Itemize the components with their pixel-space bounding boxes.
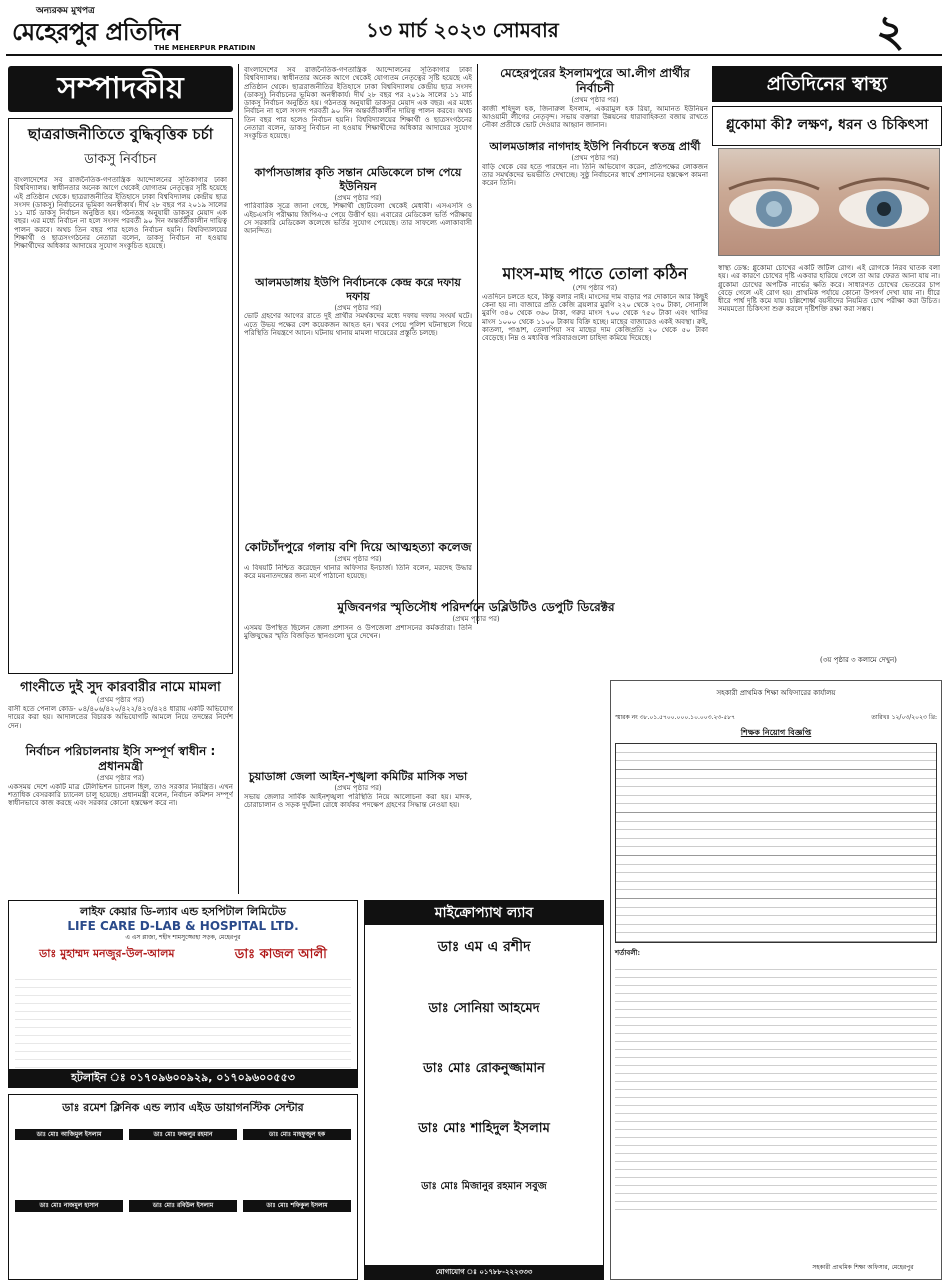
lifecare-services [15, 972, 351, 1072]
article-awami [482, 66, 708, 147]
article-body: এসময় উপস্থিত ছিলেন জেলা প্রশাসন ও উপজেলা প্রশাসনের কর্মকর্তারা। তিনি মুক্তিযুদ্ধের স্মৃতি বিজড়িত স্থানগুলো ঘুরে দেখেন। [244, 623, 472, 641]
lifecare-name-en: LIFE CARE D-LAB & HOSPITAL LTD. [67, 918, 299, 933]
article-subhead: (প্রথম পৃষ্ঠার পর) [96, 774, 145, 782]
notice-memo: স্মারক নং ৩৮.০১.৫৭০০.০০০.১০.০০৩.২৩-৫৮৭ [615, 713, 736, 721]
column-divider [477, 64, 478, 624]
article-independent [482, 140, 708, 253]
article-title: কোটচাঁদপুরে গলায় বশি দিয়ে আত্মহত্যা কলেজ [244, 540, 472, 554]
article-title: মেহেরপুরের ইসলামপুরে আ.লীগ প্রার্থীর নির্বাচনী [500, 66, 690, 95]
micropath-doctor: ডাঃ মোঃ শাহিদুল ইসলাম [418, 1121, 550, 1136]
article-kotchandpur [244, 540, 472, 604]
article-body: এ বিষয়টি নিশ্চিত করেছেন থানার অফিসার ইনচার্জ। তিনি বলেন, মরদেহ উদ্ধার করে ময়নাতদন্তের জন্য মর্গে পাঠানো হয়েছে। [244, 563, 472, 581]
article-title: চুয়াডাঙ্গা জেলা আইন-শৃঙ্খলা কমিটির মাসিক সভা [248, 770, 468, 783]
ramesh-ad [8, 1094, 358, 1280]
issue-date: ১৩ মার্চ ২০২৩ সোমবার [366, 18, 559, 42]
article-title: আলমডাঙ্গায় ইউপি নির্বাচনকে কেন্দ্র করে দফায় দফায় [255, 276, 461, 303]
micropath-ad [364, 900, 604, 1280]
masthead [6, 4, 942, 56]
article-body: পারিবারিক সূত্রে জানা গেছে, শিক্ষার্থী ছোটবেলা থেকেই মেধাবী। এসএসসি ও এইচএসসি পরীক্ষায় জিপিএ-৫ পেয়ে উত্তীর্ণ হয়। এবারের মেডিকেল ভর্তি পরীক্ষায় সে সরকারি মেডিকেল কলেজে ভর্তির সুযোগ পেয়েছে। তার সাফল্যে এলাকাবাসী আনন্দিত। [244, 202, 472, 236]
health-banner: প্রতিদিনের স্বাস্থ্য [712, 66, 942, 102]
brand-name-en: THE MEHERPUR PRATIDIN [154, 44, 256, 52]
notice-terms [615, 962, 937, 1212]
health-body: স্বাস্থ্য ডেস্ক: গ্লুকোমা চোখের একটি জটিল রোগ। এই রোগকে নিরব ঘাতক বলা হয়। এর কারণে চোখের দৃষ্টি একবার হারিয়ে গেলে তা আর ফেরত আনা যায় না। গ্লুকোমা চোখের অপটিক নার্ভের ক্ষতি করে। সাধারণত চোখের ভেতরের চাপ বেড়ে গেলে এই রোগ হয়। প্রাথমিক পর্যায়ে কোনো উপসর্গ দেখা যায় না। ধীরে ধীরে পার্শ্ব দৃষ্টি কমে যায়। চল্লিশোর্ধ্ব বয়সীদের নিয়মিত চোখ পরীক্ষা করা উচিত। সময়মতো চিকিৎসা শুরু করলে দৃষ্টিশক্তি রক্ষা করা সম্ভব। [718, 264, 940, 314]
article-subhead: (প্রথম পৃষ্ঠার পর) [452, 615, 500, 623]
micropath-title: মাইক্রোপ্যাথ ল্যাব [365, 901, 603, 925]
brand-name: মেহেরপুর প্রতিদিন [12, 18, 180, 46]
article-subhead: (শেষ পৃষ্ঠার পর) [572, 284, 618, 292]
ramesh-title: ডাঃ রমেশ ক্লিনিক এন্ড ল্যাব এইড ডায়াগনস্টিক সেন্টার [62, 1101, 304, 1114]
micropath-doctor: ডাঃ মোঃ রোকনুজ্জামান [423, 1060, 545, 1076]
lifecare-doctor: ডাঃ মুহাম্মদ মনজুর-উল-আলম [39, 947, 175, 961]
ramesh-doctor: ডাঃ মোঃ মাহফুজুল হক [243, 1129, 351, 1141]
editorial-banner: সম্পাদকীয় [8, 66, 233, 112]
eye-photo [718, 148, 940, 256]
article-subhead: (প্রথম পৃষ্ঠার পর) [571, 96, 619, 104]
article-subhead: (প্রথম পৃষ্ঠার পর) [334, 555, 382, 563]
column-divider [238, 64, 239, 894]
health-title: গ্লুকোমা কী? লক্ষণ, ধরন ও চিকিৎসা [725, 117, 929, 133]
article-body: সভায় জেলার সার্বিক আইনশৃঙ্খলা পরিস্থিতি নিয়ে আলোচনা করা হয়। মাদক, চোরাচালান ও সড়ক দুর্ঘটনা রোধে কার্যকর পদক্ষেপ গ্রহণের সিদ্ধান্ত নেওয়া হয়। [244, 792, 472, 809]
lifecare-doctor: ডাঃ কাজল আলী [234, 947, 327, 963]
notice-table [615, 743, 937, 943]
micropath-doctor: ডাঃ মোঃ মিজানুর রহমান সবুজ [421, 1181, 547, 1193]
editorial-body: বাংলাদেশের সব রাজনৈতিক-গণতান্ত্রিক আন্দোলনের সূতিকাগার ঢাকা বিশ্ববিদ্যালয়। স্বাধীনতার অনেক আগে থেকেই যোগ্যতম নেতৃত্বের সৃষ্টি হয়েছে এই প্রতিষ্ঠান থেকে। ছাত্ররাজনীতির ইতিহাসে ঢাকা বিশ্ববিদ্যালয় কেন্দ্রীয় ছাত্র সংসদ (ডাকসু) নির্বাচনের ভূমিকা অনস্বীকার্য। দীর্ঘ ২৮ বছর পর ২০১৯ সালের ১১ মার্চ ডাকসু নির্বাচন অনুষ্ঠিত হয়। গঠনতন্ত্র অনুযায়ী ডাকসুর মেয়াদ এক বছর। এর মধ্যে নির্বাচন না হলে সংসদ পরবর্তী ৯০ দিন অন্তর্বর্তীকালীন দায়িত্ব পালন করবে। অথচ তিন বছর পার হলেও নির্বাচন হয়নি। বিশ্ববিদ্যালয়ের শিক্ষার্থী ও ছাত্রসংগঠনের নেতারা বলেন, ডাকসু নির্বাচন না হওয়ায় শিক্ষার্থীদের অধিকার আদায়ের সুযোগ সংকুচিত হয়েছে। [14, 176, 227, 251]
article-medical [244, 166, 472, 292]
article-title: মুজিবনগর স্মৃতিসৌধ পরিদর্শনে ডব্লিউটিও ডেপুটি ডিরেক্টর [337, 600, 615, 614]
article-body: এতদিনে চলতে হবে, কিন্তু বলার নাই। মাংসের দাম বাড়ার পর দোকানে আর কিছুই কেনা হয় না। বাজারে প্রতি কেজি ব্রয়লার মুরগি ২২০ থেকে ২৩০ টাকা, সোনালি মুরগি ৩৪০ থেকে ৩৬০ টাকা, গরুর মাংস ৭০০ থেকে ৭৫০ টাকা এবং খাসির মাংস ১০০০ থেকে ১১০০ টাকায় বিক্রি হচ্ছে। মাছের বাজারেও একই অবস্থা। রুই, কাতলা, পাঙাশ, তেলাপিয়া সব মাছের দাম কেজিপ্রতি ২০ থেকে ৫০ টাকা বেড়েছে। নিম্ন ও মধ্যবিত্ত পরিবারগুলো চাহিদা কমিয়ে দিয়েছে। [482, 292, 708, 343]
editorial-subtitle: ডাকসু নির্বাচন [84, 151, 157, 167]
notice-signer: সহকারী প্রাথমিক শিক্ষা অফিসার, মেহেরপুর [812, 1263, 914, 1271]
lifecare-address: এ এস প্লাজা, শহীদ শামসুজ্জোহা সড়ক, মেহেরপুর [125, 933, 241, 941]
eye-illustration [719, 149, 940, 256]
teacher-recruitment-notice [610, 680, 942, 1280]
ramesh-doctor: ডাঃ মোঃ ফজলুর রহমান [129, 1129, 237, 1141]
editorial-title: ছাত্ররাজনীতিতে বুদ্ধিবৃত্তিক চর্চা [27, 125, 214, 143]
article-subhead: (প্রথম পৃষ্ঠার পর) [334, 303, 382, 312]
article-subhead: (প্রথম পৃষ্ঠার পর) [571, 153, 619, 162]
ramesh-doctor: ডাঃ মোঃ শফিকুল ইসলাম [243, 1200, 351, 1212]
micropath-contact: যোগাযোগ ঃ ০১৭৮৮-২২২৩৩৩ [365, 1265, 603, 1279]
notice-title: শিক্ষক নিয়োগ বিজ্ঞপ্তি [740, 727, 812, 738]
article-alamdanga [244, 276, 472, 492]
article-meat-fish [482, 264, 708, 623]
lifecare-name: লাইফ কেয়ার ডি-ল্যাব এন্ড হসপিটাল লিমিটেড [80, 905, 286, 918]
editorial-box [8, 118, 233, 674]
article-interest [8, 680, 233, 733]
article-title: নির্বাচন পরিচালনায় ইসি সম্পূর্ণ স্বাধীন : প্রধানমন্ত্রী [25, 744, 216, 773]
health-continued: (৩য় পৃষ্ঠার ৩ কলামে দেখুন) [820, 656, 897, 664]
lifecare-ad [8, 900, 358, 1088]
lifecare-hotline: হটলাইন ঃ ০১৭০৯৬০০৯২৯, ০১৭০৯৬০০৫৫৩ [9, 1069, 357, 1087]
article-body: ভোট গ্রহণের আগের রাতে দুই প্রার্থীর সমর্থকদের মধ্যে দফায় দফায় সংঘর্ষ ঘটে। এতে উভয় পক্ষের বেশ কয়েকজন আহত হন। খবর পেয়ে পুলিশ ঘটনাস্থলে গিয়ে পরিস্থিতি নিয়ন্ত্রণে আনে। ঘটনায় থানায় মামলা দায়েরের প্রস্তুতি চলছে। [244, 312, 472, 337]
brand-tagline: অন্যরকম মুখপত্র [36, 6, 95, 16]
editorial-continued: বাংলাদেশের সব রাজনৈতিক-গণতান্ত্রিক আন্দোলনের সূতিকাগার ঢাকা বিশ্ববিদ্যালয়। স্বাধীনতার অনেক আগে থেকেই যোগ্যতম নেতৃত্বের সৃষ্টি হয়েছে এই প্রতিষ্ঠান থেকে। ছাত্ররাজনীতির ইতিহাসে ঢাকা বিশ্ববিদ্যালয় কেন্দ্রীয় ছাত্র সংসদ (ডাকসু) নির্বাচনের ভূমিকা অনস্বীকার্য। দীর্ঘ ২৮ বছর পর ২০১৯ সালের ১১ মার্চ ডাকসু নির্বাচন অনুষ্ঠিত হয়। গঠনতন্ত্র অনুযায়ী ডাকসুর মেয়াদ এক বছর। এর মধ্যে নির্বাচন না হলে সংসদ পরবর্তী ৯০ দিন অন্তর্বর্তীকালীন দায়িত্ব পালন করবে। অথচ তিন বছর পার হলেও নির্বাচন হয়নি। বিশ্ববিদ্যালয়ের শিক্ষার্থী ও ছাত্রসংগঠনের নেতারা বলেন, ডাকসু নির্বাচন না হওয়ায় শিক্ষার্থীদের অধিকার আদায়ের সুযোগ সংকুচিত হয়েছে। [244, 66, 472, 141]
ramesh-doctor: ডাঃ মোঃ নাজমুল হাসান [15, 1200, 123, 1212]
article-body: বাড়ি থেকে বের হতে পারছেন না। তিনি অভিযোগ করেন, প্রতিপক্ষের লোকজন তার সমর্থকদের ভয়ভীতি দেখাচ্ছে। সুষ্ঠু নির্বাচনের স্বার্থে প্রশাসনের হস্তক্ষেপ কামনা করেন তিনি। [482, 162, 708, 188]
article-title: গাংনীতে দুই সুদ কারবারীর নামে মামলা [20, 680, 221, 695]
micropath-doctor: ডাঃ এম এ রশীদ [437, 939, 531, 955]
article-body: কাজী শহিদুল হক, জিনারুল ইসলাম, একরামুল হক রিয়া, আমানত ইউনিয়ন আওয়ামী লীগের নেতৃবৃন্দ। সভায় বক্তারা উন্নয়নের ধারাবাহিকতা বজায় রাখতে নৌকা প্রতীকে ভোট দেওয়ার আহ্বান জানান। [482, 104, 708, 130]
health-title-box [712, 106, 942, 146]
notice-date: তারিখঃ ১২/০৩/২০২৩ খ্রি: [871, 713, 937, 721]
article-body: একসময় দেশে একটি মাত্র টেলিভিশন চ্যানেল ছিল, তাও সরকার নিয়ন্ত্রিত। এখন শতাধিক বেসরকারি চ্যানেল চালু হয়েছে। প্রধানমন্ত্রী বলেন, নির্বাচন কমিশন সম্পূর্ণ স্বাধীনভাবে কাজ করছে এবং সরকার কোনো হস্তক্ষেপ করে না। [8, 782, 233, 808]
article-subhead: (প্রথম পৃষ্ঠার পর) [96, 696, 145, 705]
article-title: মাংস-মাছ পাতে তোলা কঠিন [502, 264, 688, 283]
article-subhead: (প্রথম পৃষ্ঠার পর) [334, 783, 382, 792]
article-title: কার্পাসডাঙ্গার কৃতি সন্তান মেডিকেলে চান্স পেয়ে ইউনিয়ন [254, 166, 462, 193]
article-body: বাসী হতে পেনাল কোড- ০৪/৪০৬/৪২০/৪২২/৪২৩/৪২৪ ধারায় একটি অভিযোগ দায়ের করা হয়। আদালতের বিচারক অভিযোগটি আমলে নিয়ে তদন্তের নির্দেশ দেন। [8, 705, 233, 730]
notice-terms-heading: শর্তাবলী: [615, 948, 641, 958]
micropath-doctor: ডাঃ সোনিয়া আহমেদ [428, 1000, 540, 1016]
ramesh-doctor: ডাঃ মোঃ রবিউল ইসলাম [129, 1200, 237, 1212]
page-number: ২ [876, 6, 905, 57]
notice-office: সহকারী প্রাথমিক শিক্ষা অফিসারের কার্যালয় [716, 689, 836, 697]
article-chuadanga [244, 770, 472, 893]
ramesh-doctor: ডাঃ মোঃ আজিমুল ইসলাম [15, 1129, 123, 1141]
article-subhead: (প্রথম পৃষ্ঠার পর) [334, 193, 382, 202]
article-ec [8, 744, 233, 883]
article-title: আলমডাঙ্গার নাগদাহ ইউপি নির্বাচনে স্বতন্ত্র প্রার্থী [489, 140, 701, 153]
